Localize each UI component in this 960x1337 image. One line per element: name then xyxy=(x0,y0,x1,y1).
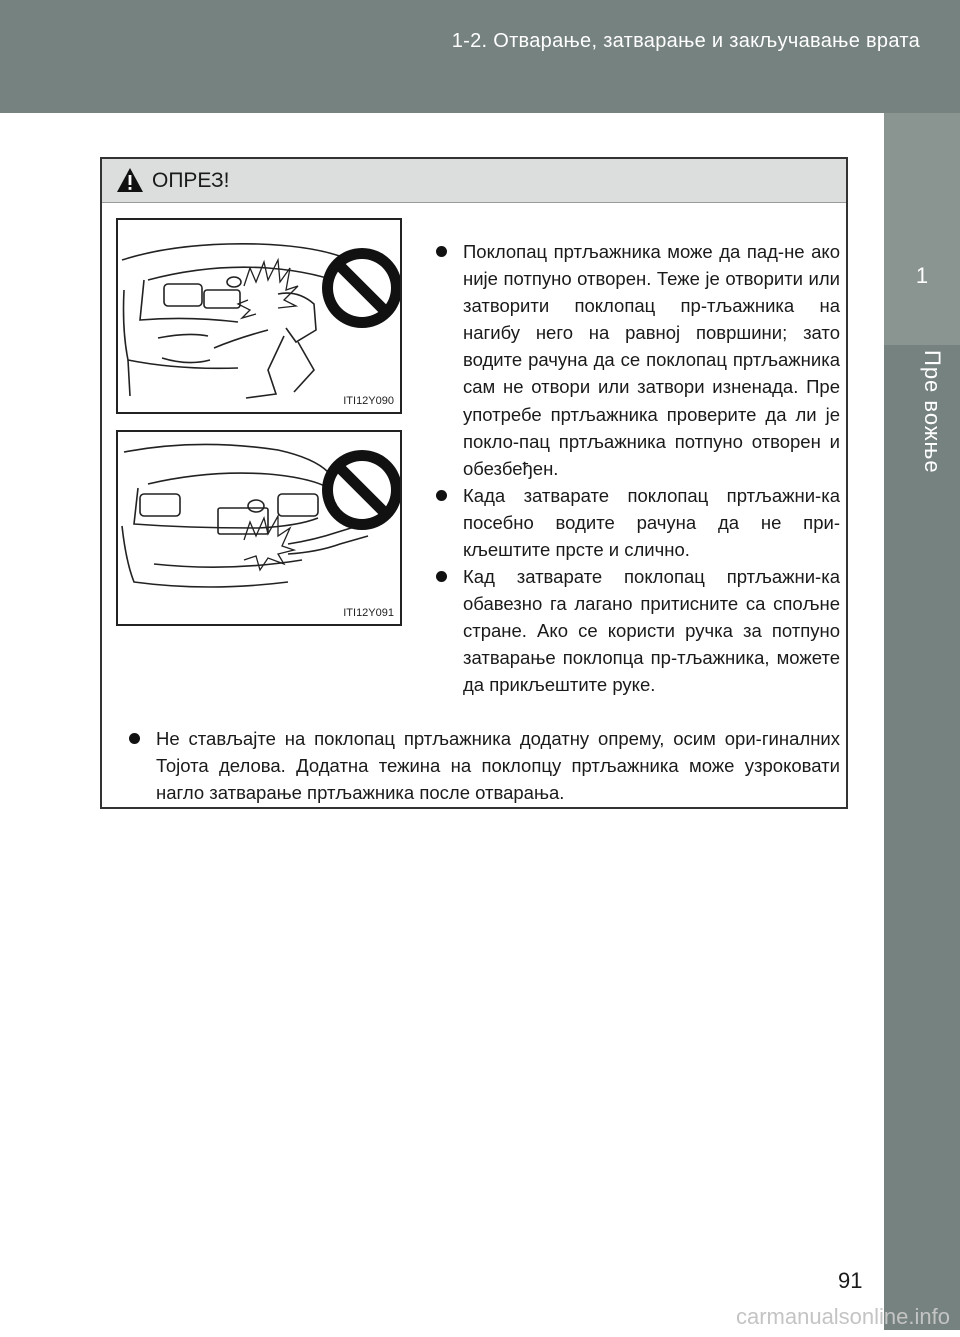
bullet-dot xyxy=(436,490,447,501)
watermark: carmanualsonline.info xyxy=(735,1304,950,1329)
chapter-label: Пре вожње xyxy=(920,350,945,474)
warning-triangle-icon xyxy=(116,167,144,193)
bullet-text: Кад затварате поклопац пртљажни-ка обавезно га лагано притисните са спољне стране. Ако се користи ручка за потпуно затварање поклопца пр-тљажника, можете да прикљештите руке. xyxy=(463,566,840,696)
illustration-code: ITI12Y090 xyxy=(343,395,394,407)
bullet-text: Поклопац пртљажника може да пад-не ако није потпуно отворен. Теже је отворити или затворити поклопац пр-тљажника на нагибу него на равној површини; зато водите рачуна да се поклопац пртљажника сам не отвори или затвори изненада. Пре употребе пртљажника проверите да ли је покло-пац пртљажника потпуно отворен и обезбеђен. xyxy=(463,241,840,479)
side-tab-top xyxy=(884,113,960,345)
illustration-finger-pinch xyxy=(116,430,402,626)
illustration-trunk-lid-falling xyxy=(116,218,402,414)
illustration-code: ITI12Y091 xyxy=(343,607,394,619)
car-trunk-illustration-1 xyxy=(118,220,400,412)
bullet-text: Не стављајте на поклопац пртљажника додатну опрему, осим ори-гиналних Тојота делова. Додатна тежина на поклопцу пртљажника може узроковати нагло затварање пртљажника после отварања. xyxy=(156,728,840,804)
bullet-text: Када затварате поклопац пртљажни-ка посебно водите рачуна да не при-кљештите прсте и слично. xyxy=(463,485,840,561)
car-trunk-illustration-2 xyxy=(118,432,400,624)
bullet-dot xyxy=(436,571,447,582)
side-tab xyxy=(884,345,960,1330)
page-number: 91 xyxy=(838,1268,863,1293)
header-bar xyxy=(0,0,960,113)
chapter-number: 1 xyxy=(915,263,929,288)
section-title: 1-2. Отварање, затварање и закључавање врата xyxy=(451,30,920,52)
bullet-dot xyxy=(129,733,140,744)
caution-header xyxy=(102,159,846,203)
bullet-dot xyxy=(436,246,447,257)
caution-title: ОПРЕЗ! xyxy=(152,169,230,192)
